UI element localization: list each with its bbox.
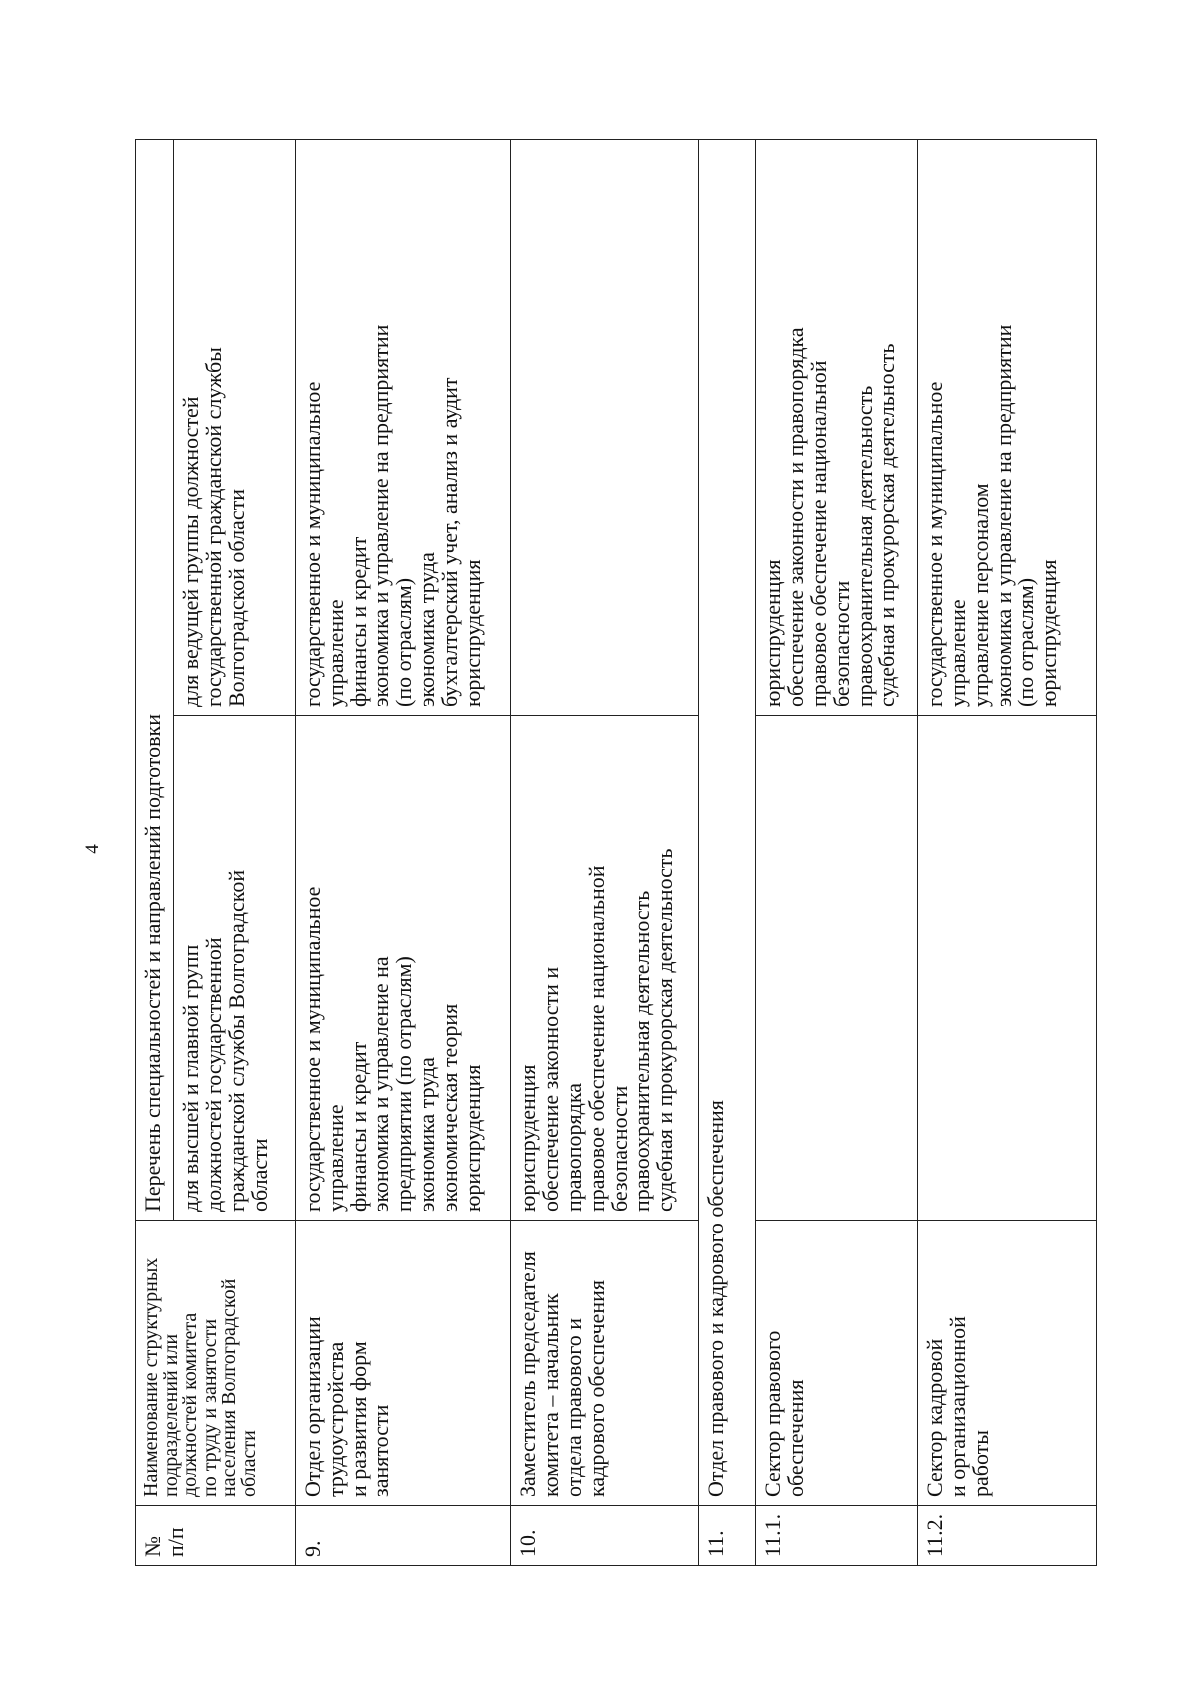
specialty-item: правоохранительная деятельность (629, 890, 655, 1212)
specialty-item: судебная и прокурорская деятельность (874, 343, 900, 707)
row-leading-specialties (295, 139, 510, 715)
row-name-line: и организационной (944, 1316, 970, 1497)
specialty-item: юриспруденция (459, 559, 485, 707)
specialty-item: обеспечение законности и (537, 966, 563, 1212)
specialty-item: управление персоналом (967, 483, 993, 707)
specialty-item: экономика и управление на (368, 956, 394, 1212)
row-num: 11.2. (917, 1506, 1096, 1566)
header-leading-group (174, 139, 295, 715)
specialties-table (135, 139, 1097, 1566)
specialty-item: экономическая теория (437, 1003, 463, 1212)
specialty-item: экономика и управление на предприятии (368, 324, 394, 707)
row-name-line: Заместитель председателя (515, 1251, 540, 1497)
row-leading-specialties (756, 139, 918, 715)
specialty-item: экономика труда (414, 1057, 440, 1212)
specialty-item: (по отраслям) (1013, 577, 1039, 707)
header-higher-line: гражданской службы Волгоградской (224, 869, 250, 1212)
header-leading-line: для ведущей группы должностей (178, 396, 204, 707)
header-higher-line: для высшей и главной групп (178, 944, 204, 1212)
header-name-line: области (237, 1430, 260, 1497)
specialty-item: предприятии (по отраслям) (391, 956, 417, 1212)
row-name-line: обеспечения (782, 1379, 808, 1497)
row-name (917, 1221, 1096, 1506)
specialty-item: юриспруденция (459, 1064, 485, 1212)
row-num: 9. (295, 1506, 510, 1566)
specialty-item: (по отраслям) (391, 577, 417, 707)
specialty-item: экономика труда (414, 552, 440, 707)
row-num: 10. (511, 1506, 699, 1566)
specialty-item: безопасности (606, 1085, 632, 1212)
header-name-line: Наименование структурных (140, 1257, 162, 1497)
row-num: 11.1. (756, 1506, 918, 1566)
row-name (295, 1221, 510, 1506)
header-higher-line: должностей государственной (201, 937, 227, 1212)
specialty-item: управление (322, 1104, 348, 1212)
table-row (917, 139, 1096, 1565)
row-name-line: работы (967, 1429, 993, 1497)
specialty-item: финансы и кредит (345, 1041, 371, 1212)
header-name-line: населения Волгоградской (218, 1278, 241, 1497)
row-name-line: отдела правового и (560, 1318, 586, 1497)
row-higher-specialties (511, 716, 699, 1221)
table-row (295, 139, 510, 1565)
row-name-line: Сектор правового (760, 1330, 786, 1497)
row-higher-specialties-empty (917, 716, 1096, 1221)
header-higher-groups (174, 716, 295, 1221)
row-name-line: и развития форм (345, 1341, 371, 1497)
specialty-item: правовое обеспечение национальной (805, 360, 831, 707)
row-num: 11. (698, 1506, 756, 1566)
header-name-line: по труду и занятости (198, 1318, 221, 1497)
header-num: № п/п (136, 1506, 296, 1566)
row-name-line: Отдел организации (299, 1316, 325, 1497)
specialty-item: государственное и муниципальное (299, 381, 325, 707)
specialty-item: юриспруденция (515, 1064, 540, 1212)
row-higher-specialties-empty (756, 716, 918, 1221)
row-leading-specialties (917, 139, 1096, 715)
specialty-item: безопасности (828, 580, 854, 707)
specialty-item: экономика и управление на предприятии (990, 324, 1016, 707)
row-name (756, 1221, 918, 1506)
specialty-item: юриспруденция (1036, 559, 1062, 707)
page-number: 4 (82, 844, 103, 854)
header-leading-line: государственной гражданской службы (201, 347, 227, 707)
table-row (756, 139, 918, 1565)
header-leading-line: Волгоградской области (224, 489, 250, 707)
table-header-row (136, 139, 174, 1565)
specialty-item: правовое обеспечение национальной (583, 865, 609, 1212)
specialty-item: финансы и кредит (345, 536, 371, 707)
row-name-line: кадрового обеспечения (583, 1280, 609, 1497)
specialty-item: управление (322, 599, 348, 707)
row-name-line: Сектор кадровой (921, 1338, 947, 1497)
header-name-line: должностей комитета (179, 1312, 202, 1497)
header-name (136, 1221, 296, 1506)
specialty-item: обеспечение законности и правопорядка (782, 327, 808, 707)
row-name-line: комитета – начальник (537, 1293, 563, 1497)
specialty-item: правопорядка (560, 1083, 586, 1212)
specialty-item: государственное и муниципальное (921, 381, 947, 707)
header-group-title: Перечень специальностей и направлений подготовки (136, 139, 174, 1220)
specialty-item: судебная и прокурорская деятельность (652, 848, 678, 1212)
specialty-item: государственное и муниципальное (299, 886, 325, 1212)
row-name-line: трудоустройства (322, 1341, 348, 1497)
specialty-item: юриспруденция (760, 559, 786, 707)
table-section-row (698, 139, 756, 1565)
rotated-page-content (135, 140, 1097, 1566)
row-name (511, 1221, 699, 1506)
table-row (511, 139, 699, 1565)
specialty-item: правоохранительная деятельность (851, 385, 877, 707)
header-name-line: подразделений или (159, 1333, 182, 1497)
specialty-item: бухгалтерский учет, анализ и аудит (437, 377, 463, 707)
row-name-line: занятости (368, 1404, 394, 1497)
section-title: Отдел правового и кадрового обеспечения (698, 139, 756, 1505)
specialty-item: управление (944, 599, 970, 707)
row-leading-specialties-empty (511, 139, 699, 715)
row-higher-specialties (295, 716, 510, 1221)
header-higher-line: области (246, 1138, 272, 1212)
